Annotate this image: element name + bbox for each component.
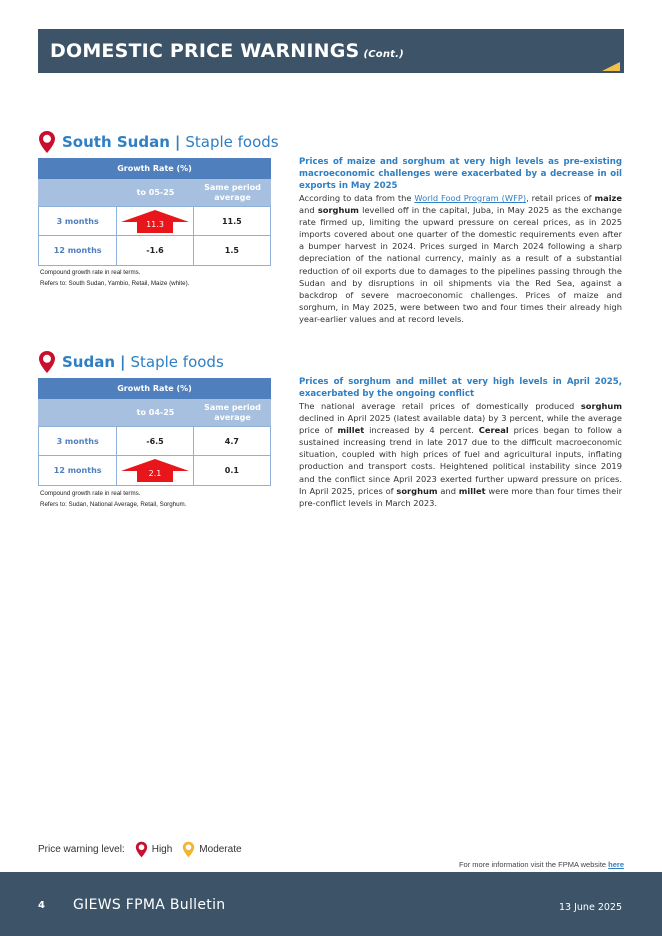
heading-separator: | bbox=[174, 133, 181, 151]
body-text: were more than four times their pre-conflict levels in March 2023. bbox=[299, 485, 622, 508]
table-row bbox=[38, 236, 271, 266]
analysis-body bbox=[299, 192, 622, 325]
table-header-period: to 05-25 bbox=[136, 187, 175, 197]
growth-rate-table bbox=[38, 158, 271, 266]
table-header-blank bbox=[38, 399, 117, 426]
section-heading-sudan bbox=[38, 350, 224, 374]
row-label: 3 months bbox=[39, 427, 117, 455]
analysis-body bbox=[299, 400, 622, 509]
growth-value: -6.5 bbox=[117, 427, 193, 455]
analysis-text-sudan bbox=[299, 376, 622, 509]
body-bold: sorghum bbox=[317, 205, 359, 216]
page-header bbox=[38, 29, 624, 73]
body-bold: sorghum bbox=[580, 401, 622, 411]
page-title-cont: (Cont.) bbox=[363, 49, 404, 60]
body-text: and bbox=[437, 485, 459, 496]
page-title bbox=[50, 40, 404, 62]
wfp-link[interactable]: World Food Program (WFP) bbox=[414, 193, 527, 203]
row-label: 3 months bbox=[39, 207, 117, 235]
legend-high-label: High bbox=[151, 843, 173, 855]
table-header-row bbox=[38, 399, 271, 426]
body-text: and bbox=[299, 205, 318, 216]
average-value: 4.7 bbox=[224, 436, 239, 446]
row-label: 12 months bbox=[39, 236, 117, 265]
fpma-website-link[interactable]: here bbox=[608, 860, 624, 869]
header-corner-accent bbox=[602, 62, 620, 71]
body-text: , retail prices of bbox=[526, 193, 595, 203]
growth-value-cell bbox=[117, 456, 193, 485]
growth-value-cell bbox=[117, 207, 193, 235]
country-name: South Sudan bbox=[62, 133, 170, 151]
body-text: prices began to follow a sustained increasing trend in late 2017 due to the difficult macroeconomic situation, coupled with high prices of fuel and agricultural inputs, inflating production and transport costs. Heightened political instability since 2019 and the conflict since April 2023 exerted further upward pressure on prices. In April 2025, prices of bbox=[299, 425, 622, 496]
growth-value: -1.6 bbox=[117, 236, 193, 265]
legend-moderate-label: Moderate bbox=[199, 843, 242, 855]
table-notes bbox=[40, 267, 189, 289]
table-title: Growth Rate (%) bbox=[38, 378, 271, 399]
note-refers-to: Refers to: South Sudan, Yambio, Retail, Maize (white). bbox=[40, 280, 190, 287]
high-warning-pin-icon bbox=[38, 350, 56, 374]
average-value: 11.5 bbox=[221, 216, 242, 226]
table-row bbox=[38, 206, 271, 236]
note-refers-to: Refers to: Sudan, National Average, Retail, Sorghum. bbox=[40, 501, 187, 508]
body-bold: Cereal bbox=[478, 425, 509, 436]
more-info-note bbox=[459, 860, 624, 869]
page-number: 4 bbox=[38, 900, 45, 911]
legend-item-high bbox=[135, 841, 173, 858]
table-title: Growth Rate (%) bbox=[38, 158, 271, 179]
body-text: increased by 4 percent. bbox=[364, 425, 479, 436]
note-growth-rate: Compound growth rate in real terms. bbox=[40, 490, 141, 497]
table-notes bbox=[40, 488, 186, 510]
body-text: levelled off in the capital, Juba, in May 2025 as the exchange rate firmed up, limiting the upward pressure on cereal prices, as in 2025 imports covered about one quarter of the domestic requirements even after a bumper harvest in 2024. Prices surged in March 2024 following a sharp depreciation of the national currency, mainly as a result of a substantial reduction of oil exports due to damages to the pipelines passing through the Sudan and by disruptions in oil shipments via the Red Sea, against a backdrop of severe macroeconomic challenges. Prices of maize and sorghum, in May 2025, were between two and four times their already high year-earlier values and at record levels. bbox=[299, 205, 622, 324]
analysis-text-south-sudan bbox=[299, 156, 622, 325]
bulletin-name: GIEWS FPMA Bulletin bbox=[73, 897, 226, 913]
commodity-category: Staple foods bbox=[130, 353, 224, 371]
table-header-row bbox=[38, 179, 271, 206]
commodity-category: Staple foods bbox=[185, 133, 279, 151]
heading-separator: | bbox=[120, 353, 126, 371]
body-text: According to data from the bbox=[299, 193, 415, 203]
table-row bbox=[38, 456, 271, 486]
page-footer bbox=[0, 872, 662, 936]
table-header-average: Same period average bbox=[204, 182, 261, 202]
more-info-text: For more information visit the FPMA website bbox=[458, 860, 609, 869]
high-warning-pin-icon bbox=[38, 130, 56, 154]
high-warning-pin-icon bbox=[135, 841, 148, 858]
table-header-blank bbox=[38, 179, 117, 206]
section-heading-south-sudan bbox=[38, 130, 279, 154]
row-label: 12 months bbox=[39, 456, 117, 485]
table-header-average: Same period average bbox=[204, 402, 261, 422]
growth-value: 2.1 bbox=[148, 469, 162, 478]
body-bold: millet bbox=[458, 485, 486, 496]
growth-value: 11.3 bbox=[146, 219, 164, 229]
table-header-period: to 04-25 bbox=[136, 407, 175, 417]
moderate-warning-pin-icon bbox=[182, 841, 195, 858]
legend-label: Price warning level: bbox=[38, 843, 125, 855]
note-growth-rate: Compound growth rate in real terms. bbox=[40, 269, 141, 276]
publication-date: 13 June 2025 bbox=[559, 902, 622, 913]
country-name: Sudan bbox=[62, 353, 116, 371]
average-value: 1.5 bbox=[224, 246, 239, 255]
legend-item-moderate bbox=[182, 841, 241, 858]
body-bold: sorghum bbox=[396, 485, 438, 496]
body-bold: maize bbox=[594, 193, 622, 203]
analysis-headline: Prices of maize and sorghum at very high levels as pre-existing macroeconomic challenges were exacerbated by a decrease in oil exports in May 2025 bbox=[299, 157, 622, 191]
page-title-text: DOMESTIC PRICE WARNINGS bbox=[50, 40, 360, 62]
analysis-headline: Prices of sorghum and millet at very high levels in April 2025, exacerbated by the ongoing conflict bbox=[299, 377, 622, 399]
table-row bbox=[38, 426, 271, 456]
body-text: declined in April 2025 (latest available data) by 3 percent, while the average price of bbox=[299, 413, 622, 436]
price-warning-legend bbox=[38, 840, 252, 858]
growth-rate-table bbox=[38, 378, 271, 486]
average-value: 0.1 bbox=[224, 466, 239, 475]
body-bold: millet bbox=[337, 425, 365, 436]
body-text: The national average retail prices of domestically produced bbox=[299, 401, 581, 411]
